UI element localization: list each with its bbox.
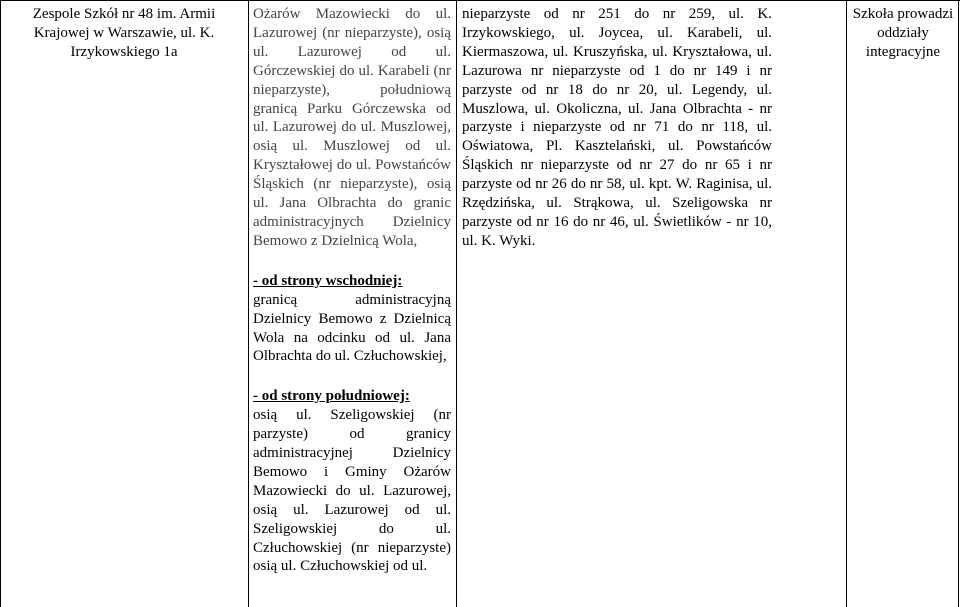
streets-cell — [462, 5, 772, 251]
boundary-south-heading: - od strony południowej: — [253, 388, 410, 405]
boundary-south-text: osią ul. Szeligowskiej (nr parzyste) od granicy administracyjnej Dzielnicy Bemowo i Gminy Ożarów Mazowiecki do ul. Lazurowej, osią ul. Lazurowej od ul. Szeligowskiej do ul. Człuchowskiej (nr nieparzyste) osią ul. Człuchowskiej od ul. — [253, 407, 451, 575]
boundaries-cell — [253, 5, 451, 576]
boundary-east-text: granicą administracyjną Dzielnicy Bemowo z Dzielnicą Wola na odcinku od ul. Jana Olbrachta do ul. Człuchowskiej, — [253, 291, 451, 365]
boundary-west-text: Ożarów Mazowiecki do ul. Lazurowej (nr nieparzyste), osią ul. Lazurowej od ul. Górczewskiej do ul. Karabeli (nr nieparzyste), południową granicą Parku Górczewska od ul. Lazurowej do ul. Muszlowej, osią ul. Muszlowej od ul. Kryształowej do ul. Powstańców Śląskich (nr nieparzyste), osią ul. Jana Olbrachta do granic administracyjnych Dzielnicy Bemowo z Dzielnicą Wola, — [253, 6, 451, 249]
streets-text: nieparzyste od nr 251 do nr 259, ul. K. Irzykowskiego, ul. Joycea, ul. Karabeli, ul. Kiermaszowa, ul. Kruszyńska, ul. Kryształowa, ul. Lazurowa nr nieparzyste od 1 do nr 149 i nr parzyste od nr 18 do nr 20, ul. Legendy, ul. Muszlowa, ul. Okoliczna, ul. Jana Olbrachta - nr parzyste i nieparzyste od nr 71 do nr 118, ul. Oświatowa, Pl. Kasztelański, ul. Powstańców Śląskich nr nieparzyste od nr 27 do nr 65 i nr parzyste od nr 26 do nr 58, ul. kpt. W. Raginisa, ul. Rzędzińska, ul. Strąkowa, ul. Szeligowska nr parzyste od nr 16 do nr 46, ul. Świetlików - nr 10, ul. K. Wyki. — [462, 6, 772, 249]
school-name-cell — [4, 5, 244, 62]
column-divider-2 — [456, 0, 457, 607]
table-right-border — [958, 0, 959, 607]
notes-text: Szkoła prowadzi oddziały integracyjne — [852, 6, 954, 60]
table-top-border — [0, 0, 960, 1]
notes-cell — [852, 5, 954, 62]
column-divider-3 — [846, 0, 847, 607]
school-name: Zespole Szkół nr 48 im. Armii Krajowej w Warszawie, ul. K. Irzykowskiego 1a — [32, 6, 216, 60]
table-left-border — [0, 0, 1, 607]
column-divider-1 — [248, 0, 249, 607]
boundary-east-heading: - od strony wschodniej: — [253, 272, 403, 289]
